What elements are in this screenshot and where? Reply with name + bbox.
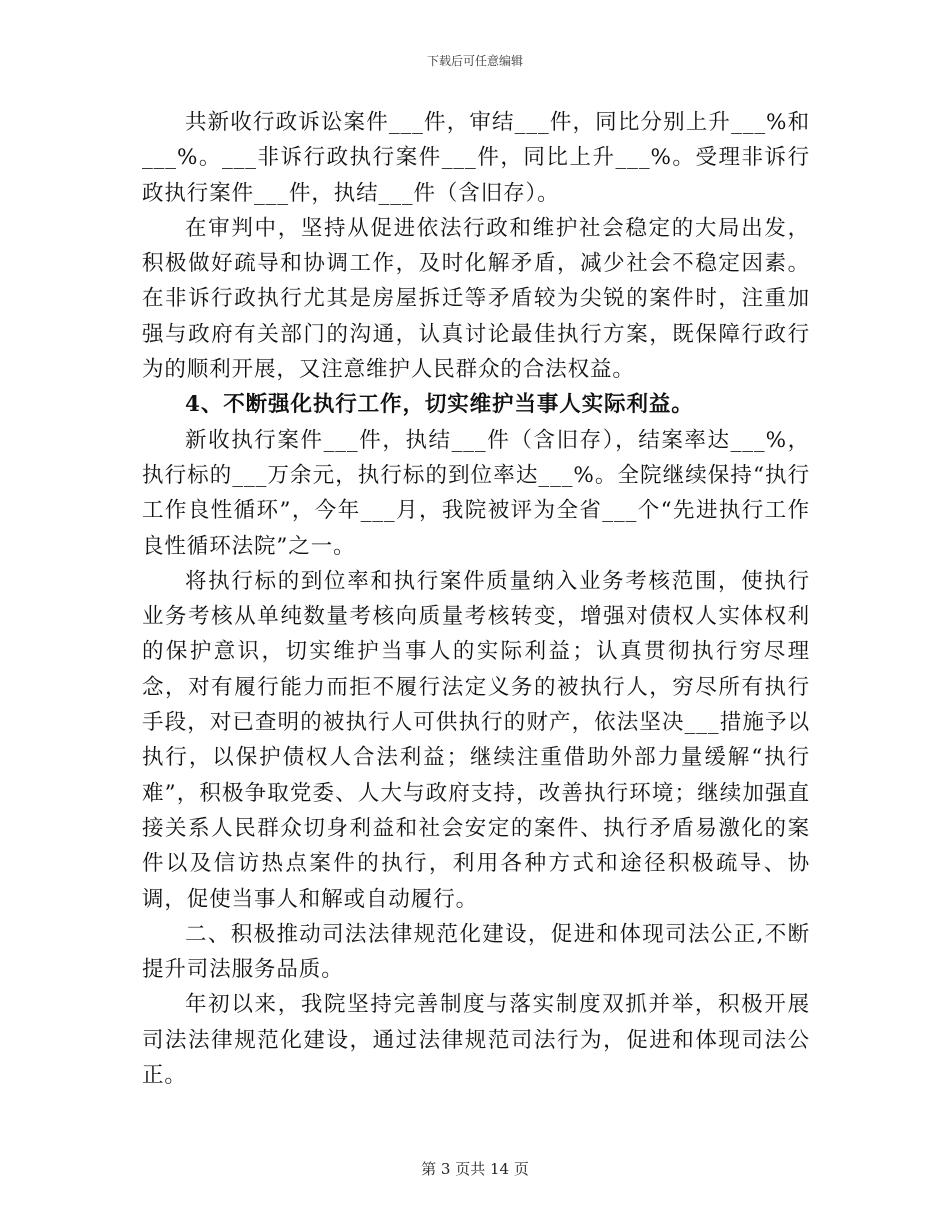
page-header: 下载后可任意编辑 bbox=[426, 54, 523, 68]
section-heading-standardization: 二、积极推动司法法律规范化建设，促进和体现司法公正,不断提升司法服务品质。 bbox=[142, 921, 810, 983]
paragraph-standardization: 年初以来，我院坚持完善制度与落实制度双抓并举，积极开展司法法律规范化建设，通过法律规范司法行为，促进和体现司法公正。 bbox=[142, 992, 810, 1089]
paragraph-enforcement-statistics: 新收执行案件___件，执结___件（含旧存），结案率达___%，执行标的___万余元，执行标的到位率达___%。全院继续保持“执行工作良性循环”，今年___月，我院被评为全省___个“先进执行工作良性循环法院”之一。 bbox=[142, 427, 810, 559]
page-number-footer: 第 3 页共 14 页 bbox=[421, 1160, 529, 1178]
paragraph-enforcement-measures: 将执行标的到位率和执行案件质量纳入业务考核范围，使执行业务考核从单纯数量考核向质量考核转变，增强对债权人实体权利的保护意识，切实维护当事人的实际利益；认真贯彻执行穷尽理念，对有履行能力而拒不履行法定义务的被执行人，穷尽所有执行手段，对已查明的被执行人可供执行的财产，依法坚决___措施予以执行，以保护债权人合法利益；继续注重借助外部力量缓解“执行难”，积极争取党委、人大与政府支持，改善执行环境；继续加强直接关系人民群众切身利益和社会安定的案件、执行矛盾易激化的案件以及信访热点案件的执行，利用各种方式和途径积极疏导、协调，促使当事人和解或自动履行。 bbox=[142, 568, 810, 912]
paragraph-case-statistics: 共新收行政诉讼案件___件，审结___件，同比分别上升___%和___%。___非诉行政执行案件___件，同比上升___%。受理非诉行政执行案件___件，执结___件（含旧存）。 bbox=[142, 110, 810, 206]
section-heading-enforcement: 4、不断强化执行工作，切实维护当事人实际利益。 bbox=[185, 392, 694, 418]
document-body bbox=[142, 105, 810, 1093]
paragraph-trial-approach: 在审判中，坚持从促进依法行政和维护社会稳定的大局出发，积极做好疏导和协调工作，及时化解矛盾，减少社会不稳定因素。在非诉行政执行尤其是房屋拆迁等矛盾较为尖锐的案件时，注重加强与政府有关部门的沟通，认真讨论最佳执行方案，既保障行政行为的顺利开展，又注意维护人民群众的合法权益。 bbox=[142, 215, 810, 383]
